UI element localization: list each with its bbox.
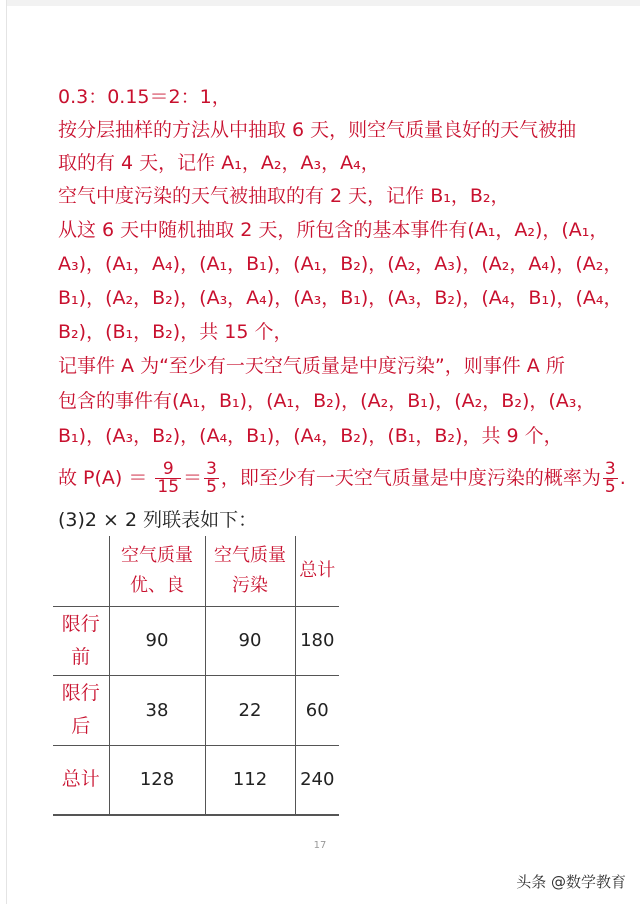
- polluted-item: B₁: [430, 185, 451, 207]
- prob-text: ，即至少有一天空气质量是中度污染的概率为: [220, 467, 601, 489]
- fraction-denominator: 5: [206, 477, 217, 497]
- probability-line: [58, 458, 626, 498]
- page-top-edge: [6, 0, 640, 6]
- good-item: A₃: [300, 152, 322, 174]
- good-item: A₄: [340, 152, 361, 174]
- event-a-line-3: B₁)，(A₃，B₂)，(A₄，B₁)，(A₄，B₂)，(B₁，B₂)，共 9 个，: [58, 425, 563, 447]
- polluted-line-prefix: 空气中度污染的天气被抽取的有 2 天，记作: [58, 185, 431, 207]
- fraction-denominator: 5: [604, 477, 616, 497]
- table-cell: 22: [205, 675, 295, 745]
- table-header-corner: [53, 536, 109, 606]
- table-cell: 38: [109, 675, 205, 745]
- event-a-line-2: 包含的事件有(A₁，B₁)，(A₁，B₂)，(A₂，B₁)，(A₂，B₂)，(A₃，: [58, 390, 596, 412]
- prob-fraction-3-5: [204, 461, 219, 496]
- table-header-row: [53, 536, 339, 606]
- fraction-numerator: 3: [206, 459, 217, 479]
- table-row: [53, 675, 339, 745]
- table-cell: 112: [205, 745, 295, 815]
- table-cell: 60: [295, 675, 339, 745]
- page-number: 17: [313, 840, 327, 851]
- polluted-days-line: 空气中度污染的天气被抽取的有 2 天，记作 B₁，B₂，: [58, 185, 510, 207]
- table-intro: (3)2 × 2 列联表如下：: [58, 509, 258, 531]
- table-header-total: 总计: [295, 536, 339, 606]
- table-row: [53, 606, 339, 675]
- event-a-line-1: 记事件 A 为“至少有一天空气质量是中度污染”，则事件 A 所: [58, 355, 565, 377]
- table-cell: 90: [109, 606, 205, 675]
- prob-prefix: 故 P(A) ＝: [58, 467, 154, 489]
- prob-equals: ＝: [183, 467, 203, 489]
- row-label: 总计: [53, 745, 109, 815]
- good-line-prefix: 取的有 4 天，记作: [58, 152, 222, 174]
- page-left-edge: [6, 0, 7, 904]
- table-cell: 180: [295, 606, 339, 675]
- fraction-denominator: 15: [157, 477, 180, 497]
- table-cell: 240: [295, 745, 339, 815]
- table-cell: 90: [205, 606, 295, 675]
- fraction-numerator: 9: [155, 461, 181, 479]
- events-line-3: B₁)，(A₂，B₂)，(A₃，A₄)，(A₃，B₁)，(A₃，B₂)，(A₄，B₁)，(A₄，: [58, 287, 623, 309]
- row-label: 限行后: [53, 675, 109, 745]
- good-item: A₁: [221, 152, 242, 174]
- row-label: 限行前: [53, 606, 109, 675]
- prob-end: .: [619, 467, 626, 489]
- good-item: A₂: [260, 152, 282, 174]
- table-row: [53, 745, 339, 815]
- ratio-line: 0.3：0.15＝2：1，: [58, 86, 231, 108]
- table-cell: 128: [109, 745, 205, 815]
- events-line-4: B₂)，(B₁，B₂)，共 15 个，: [58, 321, 293, 343]
- fraction-numerator: 3: [604, 459, 616, 479]
- table-header-good: 空气质量优、良: [109, 536, 205, 606]
- sampling-line: 按分层抽样的方法从中抽取 6 天，则空气质量良好的天气被抽: [58, 119, 577, 141]
- good-days-line: 取的有 4 天，记作 A₁，A₂，A₃，A₄，: [58, 152, 380, 174]
- prob-fraction-final: [603, 461, 618, 496]
- watermark: 头条 @数学教育: [516, 873, 626, 891]
- contingency-table: [53, 536, 339, 816]
- polluted-item: B₂: [469, 185, 491, 207]
- table-header-polluted: 空气质量污染: [205, 536, 295, 606]
- events-line-1: 从这 6 天中随机抽取 2 天，所包含的基本事件有(A₁，A₂)，(A₁，: [58, 219, 609, 241]
- events-line-2: A₃)，(A₁，A₄)，(A₁，B₁)，(A₁，B₂)，(A₂，A₃)，(A₂，A₄)，(A₂，: [58, 253, 623, 275]
- prob-fraction-9-15: [155, 461, 181, 496]
